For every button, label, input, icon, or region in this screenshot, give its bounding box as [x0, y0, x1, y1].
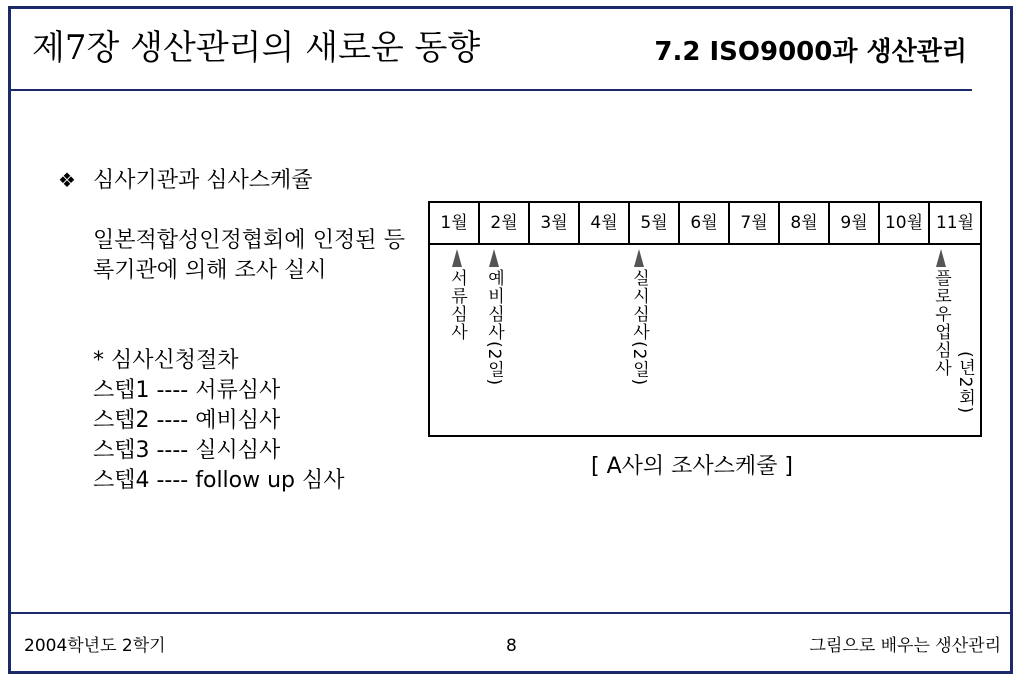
schedule-event-onsite-review [628, 249, 650, 386]
step-item: 스텝4 ---- follow up 심사 [93, 468, 345, 493]
arrow-up-icon [634, 249, 644, 267]
chapter-title: 제7장 생산관리의 새로운 동향 [32, 28, 481, 68]
schedule-caption: [ A사의 조사스케줄 ] [591, 454, 793, 479]
event-note: (년2회) [955, 351, 975, 415]
step-item: 스텝3 ---- 실시심사 [93, 438, 281, 463]
page-number: 8 [506, 636, 517, 656]
event-label: 실시심사(2일) [629, 269, 649, 387]
arrow-up-icon [489, 249, 499, 267]
event-label: 플로우업심사 [931, 269, 951, 377]
content-description: 일본적합성인정협회에 인정된 등록기관에 의해 조사 실시 [93, 228, 405, 283]
schedule-event-preliminary-review [483, 249, 505, 386]
month-cell: 5월 [630, 203, 680, 243]
arrow-up-icon [936, 249, 946, 267]
step-item: 스텝2 ---- 예비심사 [93, 408, 281, 433]
month-cell: 3월 [530, 203, 580, 243]
schedule-event-follow-up-review [930, 249, 952, 377]
diamond-bullet-icon: ❖ [58, 168, 76, 192]
steps-list [93, 346, 345, 496]
month-cell: 2월 [480, 203, 530, 243]
event-label: 예비심사(2일) [484, 269, 504, 387]
steps-title: * 심사신청절차 [93, 348, 239, 373]
footer-term: 2004학년도 2학기 [24, 636, 166, 656]
month-cell: 4월 [580, 203, 630, 243]
event-label: 서류심사 [447, 269, 467, 341]
schedule-event-document-review [446, 249, 468, 341]
month-cell: 9월 [830, 203, 880, 243]
month-cell: 1월 [430, 203, 480, 243]
month-cell: 11월 [935, 213, 975, 233]
footer-divider [10, 612, 1010, 614]
month-cell: 6월 [680, 203, 730, 243]
title-divider [10, 89, 972, 91]
content-heading: 심사기관과 심사스케쥴 [93, 168, 313, 193]
section-title: 7.2 ISO9000과 생산관리 [654, 37, 967, 67]
footer-course: 그림으로 배우는 생산관리 [809, 636, 1001, 656]
month-cell: 10월 [880, 203, 930, 243]
arrow-up-icon [452, 249, 462, 267]
month-cell: 7월 [730, 203, 780, 243]
month-header-row [430, 203, 980, 245]
month-cell: 8월 [780, 203, 830, 243]
step-item: 스텝1 ---- 서류심사 [93, 378, 281, 403]
schedule-table [428, 201, 982, 437]
